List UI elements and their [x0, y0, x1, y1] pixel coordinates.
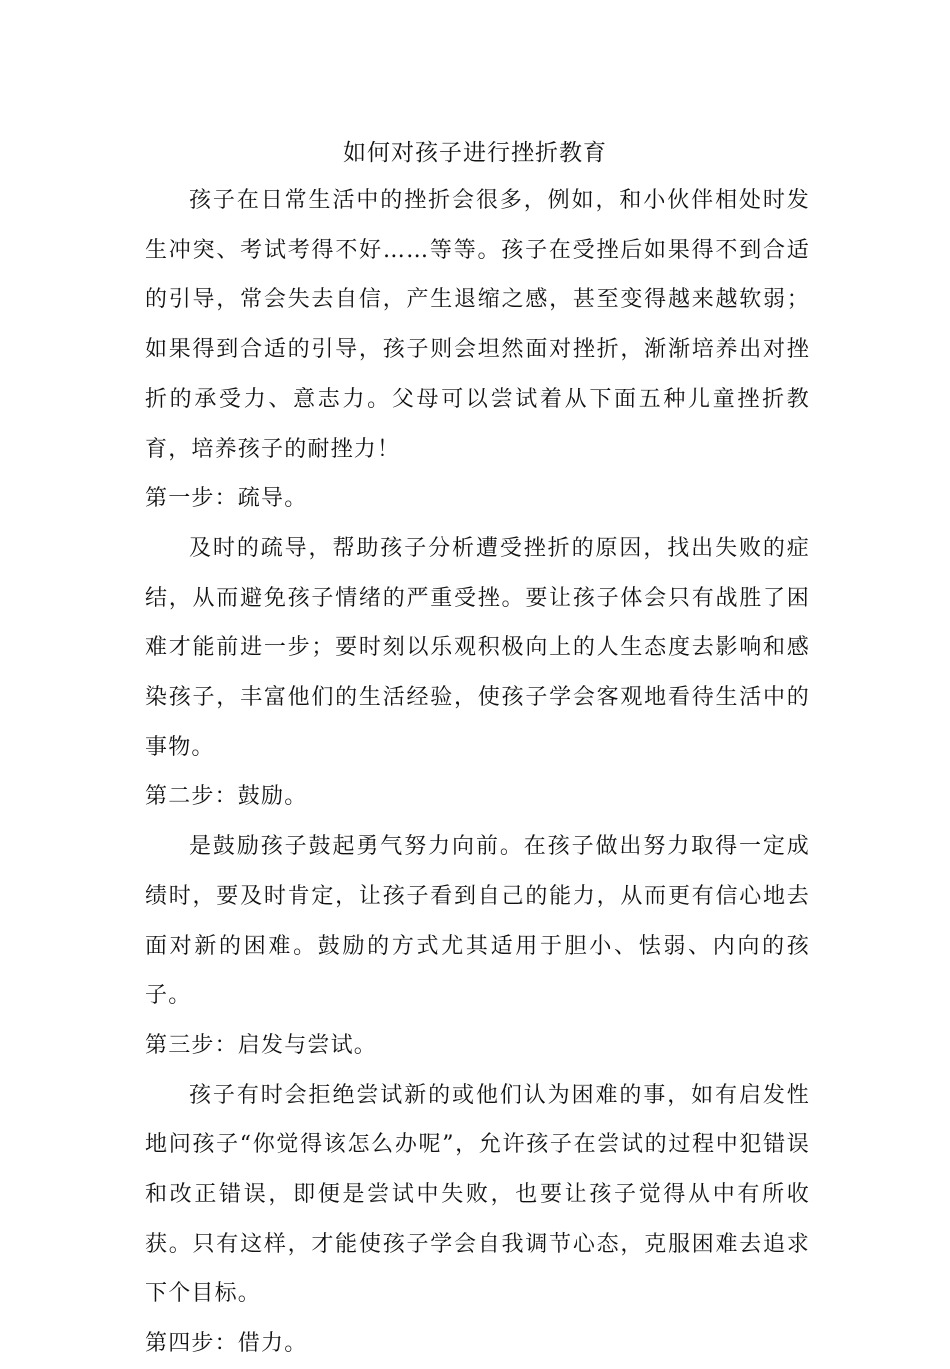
intro-paragraph: 孩子在日常生活中的挫折会很多，例如，和小伙伴相处时发生冲突、考试考得不好……等等。孩子在受挫后如果得不到合适的引导，常会失去自信，产生退缩之感，甚至变得越来越软弱；如果得到合适的引导，孩子则会坦然面对挫折，渐渐培养出对挫折的承受力、意志力。父母可以尝试着从下面五种儿童挫折教育，培养孩子的耐挫力！ [145, 188, 810, 462]
step-3-heading: 第三步：启发与尝试。 [145, 1032, 378, 1058]
step-1-paragraph: 及时的疏导，帮助孩子分析遭受挫折的原因，找出失败的症结，从而避免孩子情绪的严重受挫。要让孩子体会只有战胜了困难才能前进一步；要时刻以乐观积极向上的人生态度去影响和感染孩子，丰富他们的生活经验，使孩子学会客观地看待生活中的事物。 [145, 535, 810, 760]
step-2-paragraph: 是鼓励孩子鼓起勇气努力向前。在孩子做出努力取得一定成绩时，要及时肯定，让孩子看到自己的能力，从而更有信心地去面对新的困难。鼓励的方式尤其适用于胆小、怯弱、内向的孩子。 [145, 834, 810, 1009]
document-title: 如何对孩子进行挫折教育 [343, 140, 607, 166]
step-3-paragraph: 孩子有时会拒绝尝试新的或他们认为困难的事，如有启发性地问孩子“你觉得该怎么办呢”，允许孩子在尝试的过程中犯错误和改正错误，即便是尝试中失败，也要让孩子觉得从中有所收获。只有这样，才能使孩子学会自我调节心态，克服困难去追求下个目标。 [145, 1082, 810, 1307]
step-2-heading: 第二步：鼓励。 [145, 784, 308, 810]
step-4-heading: 第四步：借力。 [145, 1331, 308, 1357]
document-body [145, 176, 810, 1369]
step-1-heading: 第一步：疏导。 [145, 486, 308, 512]
